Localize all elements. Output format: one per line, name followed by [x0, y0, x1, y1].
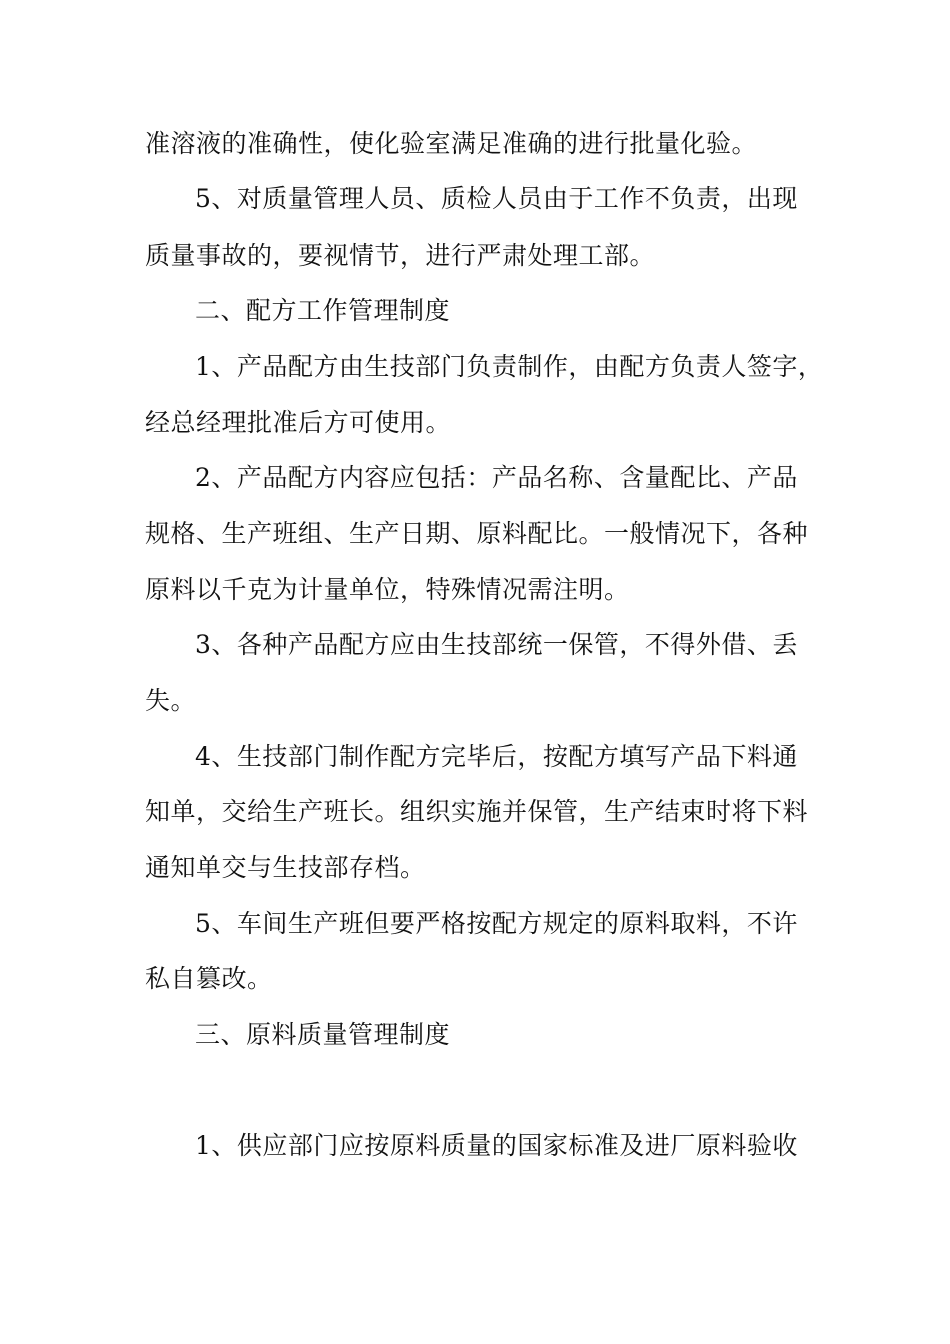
paragraph-line: 1、供应部门应按原料质量的国家标准及进厂原料验收 — [195, 1131, 798, 1160]
paragraph-line: 知单，交给生产班长。组织实施并保管，生产结束时将下料 — [145, 797, 809, 826]
paragraph-line: 私自篡改。 — [145, 964, 273, 993]
paragraph-line: 2、产品配方内容应包括：产品名称、含量配比、产品 — [195, 463, 798, 492]
paragraph-line: 4、生技部门制作配方完毕后，按配方填写产品下料通 — [195, 742, 798, 771]
paragraph-line: 通知单交与生技部存档。 — [145, 853, 426, 882]
section-heading: 二、配方工作管理制度 — [195, 296, 451, 325]
paragraph-line: 准溶液的准确性，使化验室满足准确的进行批量化验。 — [145, 129, 758, 158]
paragraph-line: 原料以千克为计量单位，特殊情况需注明。 — [145, 575, 630, 604]
section-heading: 三、原料质量管理制度 — [195, 1020, 451, 1049]
paragraph-line: 3、各种产品配方应由生技部统一保管，不得外借、丢 — [195, 630, 798, 659]
paragraph-line: 规格、生产班组、生产日期、原料配比。一般情况下，各种 — [145, 519, 809, 548]
paragraph-line: 5、车间生产班但要严格按配方规定的原料取料，不许 — [195, 909, 798, 938]
paragraph-line: 经总经理批准后方可使用。 — [145, 408, 452, 437]
paragraph-line: 质量事故的，要视情节，进行严肃处理工部。 — [145, 241, 656, 270]
paragraph-line: 失。 — [145, 686, 197, 715]
paragraph-line: 1、产品配方由生技部门负责制作，由配方负责人签字， — [195, 352, 824, 381]
paragraph-line: 5、对质量管理人员、质检人员由于工作不负责，出现 — [195, 184, 798, 213]
